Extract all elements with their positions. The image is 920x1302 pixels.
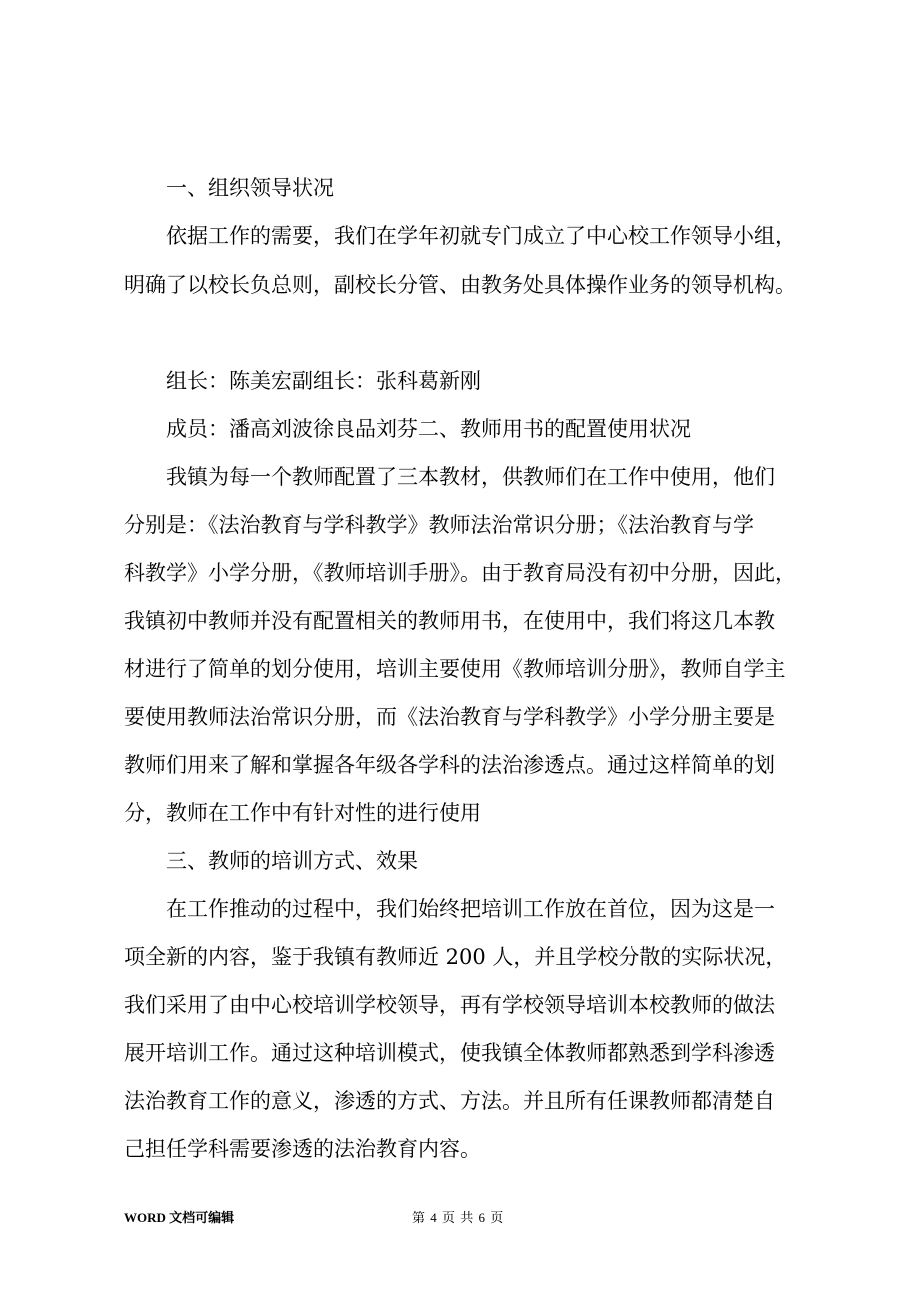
section3-heading: 三、教师的培训方式、效果 xyxy=(166,849,418,873)
section3-paragraph-line: 项全新的内容，鉴于我镇有教师近 200 人，并且学校分散的实际状况， xyxy=(124,945,787,969)
page-indicator: 第 4 页 共 6 页 xyxy=(412,1210,505,1225)
section2-paragraph-line: 科教学》小学分册，《教师培训手册》。由于教育局没有初中分册，因此， xyxy=(124,561,796,585)
section3-paragraph-line: 展开培训工作。通过这种培训模式，使我镇全体教师都熟悉到学科渗透 xyxy=(124,1041,775,1065)
section1-heading: 一、组织领导状况 xyxy=(166,176,334,200)
section2-paragraph-line: 分，教师在工作中有针对性的进行使用 xyxy=(124,801,481,825)
members-line: 成员：潘高刘波徐良品刘芬二、教师用书的配置使用状况 xyxy=(166,417,691,441)
section2-paragraph-line: 教师们用来了解和掌握各年级各学科的法治渗透点。通过这样简单的划 xyxy=(124,753,775,777)
section2-paragraph-line: 分别是：《法治教育与学科教学》教师法治常识分册；《法治教育与学 xyxy=(124,513,754,537)
section3-paragraph-line: 法治教育工作的意义，渗透的方式、方法。并且所有任课教师都清楚自 xyxy=(124,1089,775,1113)
section3-paragraph-line: 我们采用了由中心校培训学校领导，再有学校领导培训本校教师的做法 xyxy=(124,993,775,1017)
section3-paragraph-line: 己担任学科需要渗透的法治教育内容。 xyxy=(124,1137,481,1161)
section2-paragraph-line: 我镇为每一个教师配置了三本教材，供教师们在工作中使用，他们 xyxy=(166,465,775,489)
section1-paragraph-line: 依据工作的需要，我们在学年初就专门成立了中心校工作领导小组， xyxy=(166,224,796,248)
section3-paragraph-line: 在工作推动的过程中，我们始终把培训工作放在首位，因为这是一 xyxy=(166,897,775,921)
footer-editable-label: WORD 文档可编辑 xyxy=(124,1210,235,1225)
section2-paragraph-line: 我镇初中教师并没有配置相关的教师用书，在使用中，我们将这几本教 xyxy=(124,609,775,633)
section2-paragraph-line: 材进行了简单的划分使用，培训主要使用《教师培训分册》，教师自学主 xyxy=(124,657,786,681)
section2-paragraph-line: 要使用教师法治常识分册，而《法治教育与学科教学》小学分册主要是 xyxy=(124,705,775,729)
section1-paragraph-line: 明确了以校长负总则，副校长分管、由教务处具体操作业务的领导机构。 xyxy=(124,273,796,297)
leaders-line: 组长：陈美宏副组长：张科葛新刚 xyxy=(166,369,481,393)
